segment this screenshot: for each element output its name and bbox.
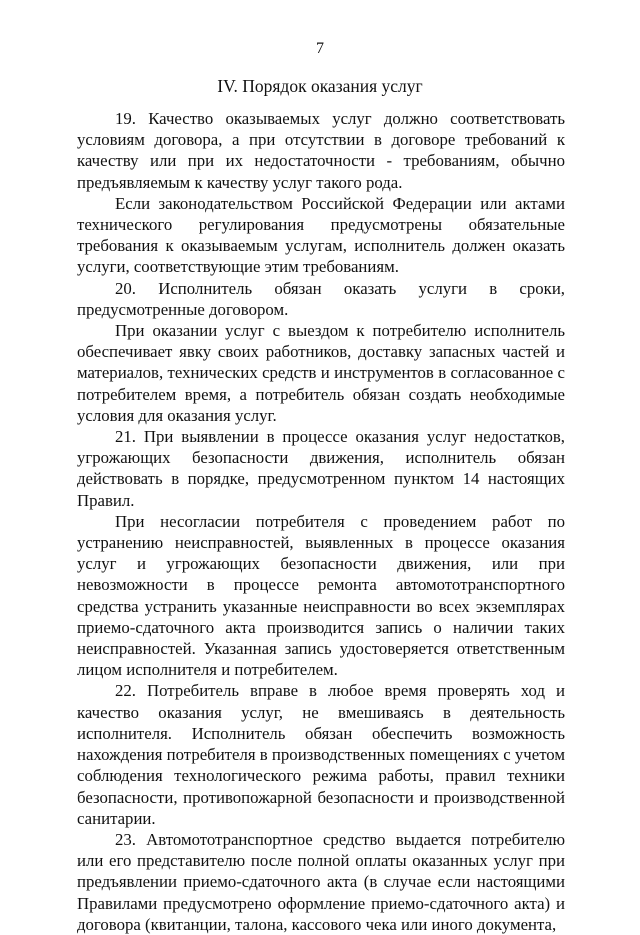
paragraph-21: 21. При выявлении в процессе оказания услуг недостатков, угрожающих безопасности движения, исполнитель обязан действовать в порядке, предусмотренном пунктом 14 настоящих Правил. (77, 427, 565, 510)
paragraph-21-disagreement: При несогласии потребителя с проведением работ по устранению неисправностей, выявленных в процессе оказания услуг и угрожающих безопасности движения, или при невозможности в процессе ремонта автомототранспортного средства устранить указанные неисправности во всех экземплярах приемо-сдаточного акта производится запись о наличии таких неисправностей. Указанная запись удостоверяется ответственным лицом исполнителя и потребителем. (77, 511, 565, 680)
section-heading: IV. Порядок оказания услуг (217, 76, 423, 96)
paragraph-20-on-site-service: При оказании услуг с выездом к потребителю исполнитель обеспечивает явку своих работников, доставку запасных частей и материалов, технических средств и инструментов в согласованное с потребителем время, а потребитель обязан создать необходимые условия для оказания услуг. (77, 321, 565, 425)
paragraph-20: 20. Исполнитель обязан оказать услуги в сроки, предусмотренные договором. (77, 278, 565, 319)
paragraph-19: 19. Качество оказываемых услуг должно соответствовать условиям договора, а при отсутствии в договоре требований к качеству или при их недостаточности - требованиям, обычно предъявляемым к качеству услуг такого рода. (77, 109, 565, 192)
body-text (77, 108, 565, 935)
paragraph-23: 23. Автомототранспортное средство выдается потребителю или его представителю после полной оплаты оказанных услуг при предъявлении приемо-сдаточного акта (в случае если настоящими Правилами предусмотрено оформление приемо-сдаточного акта) и договора (квитанции, талона, кассового чека или иного документа, (77, 829, 565, 934)
paragraph-19-technical-regulation: Если законодательством Российской Федерации или актами технического регулирования предусмотрены обязательные требования к оказываемым услугам, исполнитель должен оказать услуги, соответствующие этим требованиям. (77, 193, 565, 277)
page-number: 7 (316, 40, 324, 57)
paragraph-22: 22. Потребитель вправе в любое время проверять ход и качество оказания услуг, не вмешиваясь в деятельность исполнителя. Исполнитель обязан обеспечить возможность нахождения потребителя в производственных помещениях с учетом соблюдения технологического режима работы, правил техники безопасности, противопожарной безопасности и производственной санитарии. (77, 681, 565, 828)
